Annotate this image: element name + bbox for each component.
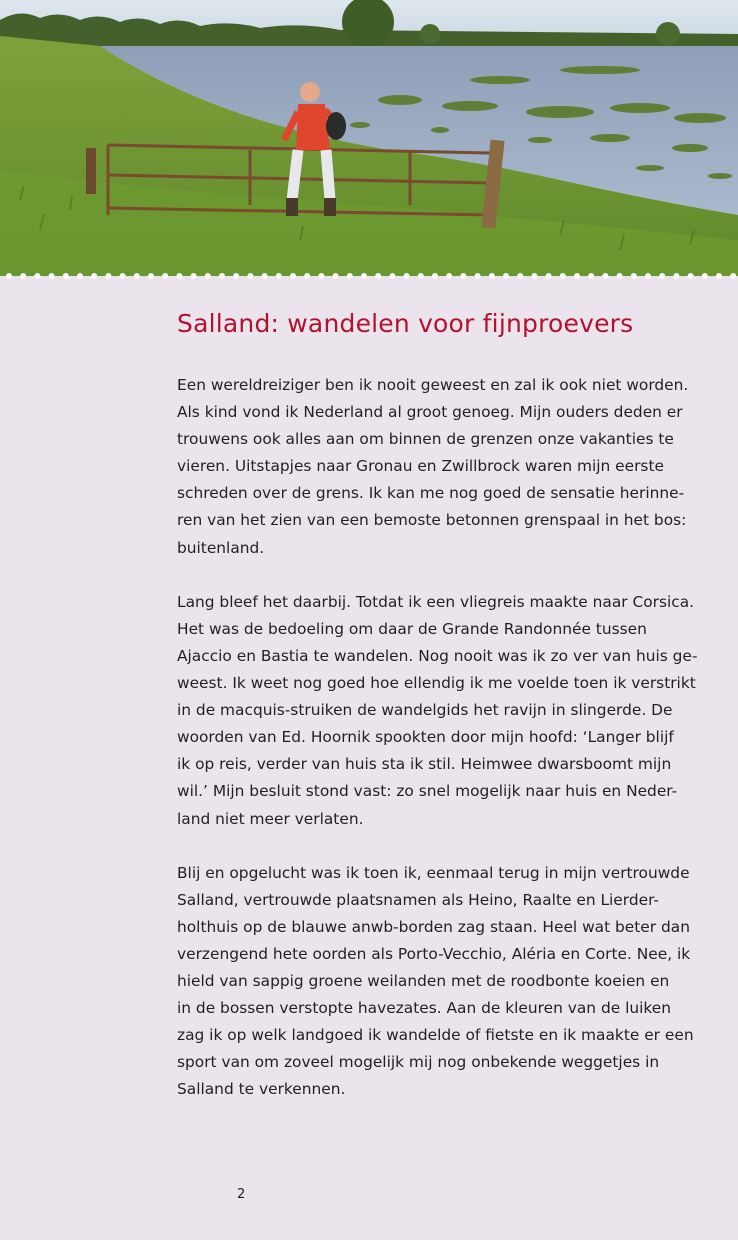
dotted-photo-border bbox=[0, 270, 738, 282]
border-dot bbox=[460, 273, 466, 279]
border-dot bbox=[375, 273, 381, 279]
text-line: ik op reis, verder van huis sta ik stil. Heimwee dwarsboomt mijn bbox=[177, 755, 672, 774]
text-line: in de macquis-struiken de wandelgids het ravijn in slingerde. De bbox=[177, 701, 673, 720]
hero-photo bbox=[0, 0, 738, 280]
paragraph-3 bbox=[177, 860, 717, 1104]
border-dot bbox=[489, 273, 495, 279]
border-dot bbox=[6, 273, 12, 279]
page-title: Salland: wandelen voor fijnproevers bbox=[177, 309, 634, 338]
border-dot bbox=[432, 273, 438, 279]
border-dot bbox=[503, 273, 509, 279]
paragraph-1 bbox=[177, 372, 717, 562]
text-line: ren van het zien van een bemoste betonnen grenspaal in het bos: bbox=[177, 511, 687, 530]
text-line: hield van sappig groene weilanden met de roodbonte koeien en bbox=[177, 972, 670, 991]
border-dot bbox=[531, 273, 537, 279]
text-line: Het was de bedoeling om daar de Grande Randonnée tussen bbox=[177, 619, 647, 638]
border-dot bbox=[34, 273, 40, 279]
landscape-photo-illustration bbox=[0, 0, 738, 280]
text-line: Een wereldreiziger ben ik nooit geweest en zal ik ook niet worden. bbox=[177, 376, 689, 394]
border-dot bbox=[602, 273, 608, 279]
border-dot bbox=[673, 273, 679, 279]
text-line: Ajaccio en Bastia te wandelen. Nog nooit was ik zo ver van huis ge- bbox=[177, 646, 698, 665]
border-dot bbox=[475, 273, 481, 279]
border-dot bbox=[418, 273, 424, 279]
border-dot bbox=[77, 273, 83, 279]
text-line: zag ik op welk landgoed ik wandelde of fietste en ik maakte er een bbox=[177, 1026, 694, 1045]
border-dot bbox=[318, 273, 324, 279]
text-line: land niet meer verlaten. bbox=[177, 809, 364, 828]
border-dot bbox=[176, 273, 182, 279]
border-dot bbox=[290, 273, 296, 279]
border-dot bbox=[574, 273, 580, 279]
border-dot bbox=[560, 273, 566, 279]
border-dot bbox=[120, 273, 126, 279]
text-line: buitenland. bbox=[177, 538, 265, 557]
border-dot bbox=[617, 273, 623, 279]
page-number: 2 bbox=[237, 1187, 246, 1202]
border-dot bbox=[148, 273, 154, 279]
border-dot bbox=[347, 273, 353, 279]
border-dot bbox=[389, 273, 395, 279]
text-line: sport van om zoveel mogelijk mij nog onbekende weggetjes in bbox=[177, 1053, 660, 1072]
border-dot bbox=[730, 273, 736, 279]
border-dot bbox=[105, 273, 111, 279]
border-dot bbox=[49, 273, 55, 279]
border-dot bbox=[546, 273, 552, 279]
border-dot bbox=[20, 273, 26, 279]
border-dot bbox=[688, 273, 694, 279]
text-line: verzengend hete oorden als Porto-Vecchio, Aléria en Corte. Nee, ik bbox=[177, 944, 691, 963]
text-line: schreden over de grens. Ik kan me nog goed de sensatie herinne- bbox=[177, 484, 685, 503]
border-dot bbox=[233, 273, 239, 279]
border-dot bbox=[219, 273, 225, 279]
text-line: holthuis op de blauwe anwb-borden zag staan. Heel wat beter dan bbox=[177, 917, 690, 936]
border-dot bbox=[631, 273, 637, 279]
border-dot bbox=[716, 273, 722, 279]
text-line: weest. Ik weet nog goed hoe ellendig ik me voelde toen ik verstrikt bbox=[177, 674, 696, 693]
border-dot bbox=[304, 273, 310, 279]
border-dot bbox=[247, 273, 253, 279]
border-dot bbox=[702, 273, 708, 279]
border-dot bbox=[91, 273, 97, 279]
border-dot bbox=[262, 273, 268, 279]
text-line: vieren. Uitstapjes naar Gronau en Zwillbrock waren mijn eerste bbox=[177, 457, 664, 476]
text-line: Lang bleef het daarbij. Totdat ik een vliegreis maakte naar Corsica. bbox=[177, 592, 695, 611]
text-line: woorden van Ed. Hoornik spookten door mijn hoofd: ‘Langer blijf bbox=[177, 728, 674, 747]
text-line: trouwens ook alles aan om binnen de grenzen onze vakanties te bbox=[177, 430, 674, 449]
text-line: in de bossen verstopte havezates. Aan de kleuren van de luiken bbox=[177, 999, 671, 1018]
border-dot bbox=[63, 273, 69, 279]
text-line: wil.’ Mijn besluit stond vast: zo snel mogelijk naar huis en Neder- bbox=[177, 782, 678, 801]
border-dot bbox=[446, 273, 452, 279]
border-dot bbox=[134, 273, 140, 279]
paragraph-2 bbox=[177, 589, 717, 833]
border-dot bbox=[659, 273, 665, 279]
text-line: Als kind vond ik Nederland al groot genoeg. Mijn ouders deden er bbox=[177, 403, 683, 422]
border-dot bbox=[588, 273, 594, 279]
border-dot bbox=[205, 273, 211, 279]
border-dot bbox=[276, 273, 282, 279]
border-dot bbox=[361, 273, 367, 279]
border-dot bbox=[404, 273, 410, 279]
border-dot bbox=[645, 273, 651, 279]
border-dot bbox=[333, 273, 339, 279]
border-dot bbox=[191, 273, 197, 279]
text-line: Salland te verkennen. bbox=[177, 1080, 346, 1099]
article-body bbox=[177, 372, 717, 1131]
text-line: Blij en opgelucht was ik toen ik, eenmaal terug in mijn vertrouwde bbox=[177, 863, 690, 882]
border-dot bbox=[162, 273, 168, 279]
text-line: Salland, vertrouwde plaatsnamen als Heino, Raalte en Lierder- bbox=[177, 890, 659, 909]
border-dot bbox=[517, 273, 523, 279]
